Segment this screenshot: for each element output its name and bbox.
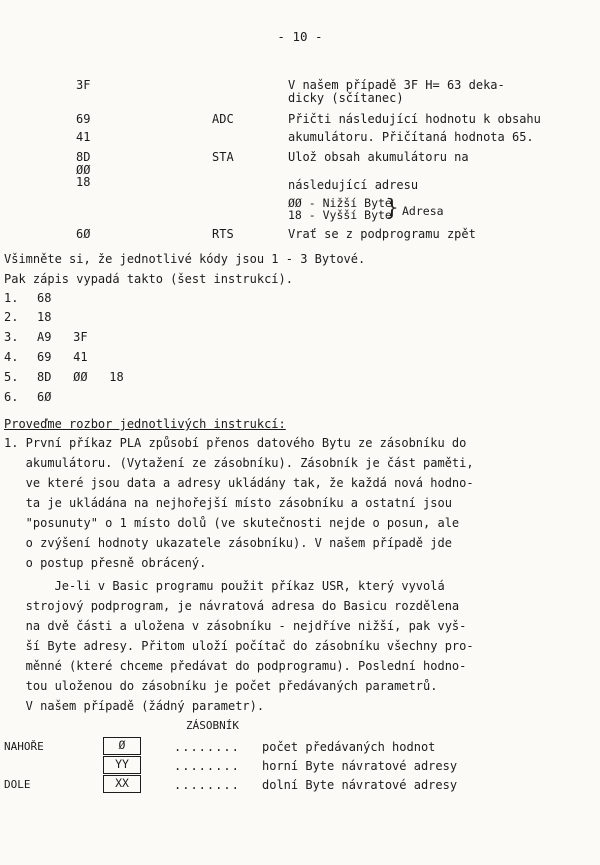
- address-high-note: 18 - Vyšší Byte: [288, 208, 392, 222]
- code-description: akumulátoru. Přičítaná hodnota 65.: [288, 130, 534, 144]
- leader-dots: ........: [174, 759, 240, 773]
- code-description: následující adresu: [288, 178, 419, 192]
- note-line: Pak zápis vypadá takto (šest instrukcí).: [4, 272, 293, 286]
- code-cell: ØØ: [76, 163, 91, 177]
- note-line: Všimněte si, že jednotlivé kódy jsou 1 - 3 Bytové.: [4, 252, 366, 266]
- stack-description: horní Byte návratové adresy: [262, 759, 458, 773]
- section-heading: Proveďme rozbor jednotlivých instrukcí:: [4, 417, 286, 431]
- instruction-number: 5.: [4, 370, 19, 384]
- code-description: Vrať se z podprogramu zpět: [288, 227, 476, 241]
- page-number: - 10 -: [277, 29, 323, 44]
- leader-dots: ........: [174, 740, 240, 754]
- code-description: Přičti následující hodnotu k obsahu: [288, 112, 541, 126]
- paragraph-line: tou uloženou do zásobníku je počet předávaných parametrů.: [4, 679, 438, 693]
- instruction-number: 4.: [4, 350, 19, 364]
- instruction-bytes: 68: [37, 291, 52, 305]
- instruction-number: 1.: [4, 291, 19, 305]
- instruction-number: 3.: [4, 330, 19, 344]
- code-description: dicky (sčítanec): [288, 91, 404, 105]
- paragraph-line: strojový podprogram, je návratová adresa do Basicu rozdělena: [4, 599, 460, 613]
- code-cell: 41: [76, 130, 91, 144]
- paragraph-line: Je-li v Basic programu použit příkaz USR, který vyvolá: [4, 579, 445, 593]
- instruction-bytes: 69 41: [37, 350, 88, 364]
- address-label: Adresa: [402, 204, 444, 218]
- instruction-number: 2.: [4, 310, 19, 324]
- stack-description: počet předávaných hodnot: [262, 740, 436, 754]
- brace-symbol: }: [385, 196, 399, 221]
- code-description: Ulož obsah akumulátoru na: [288, 150, 469, 164]
- stack-bottom-label: DOLE: [4, 778, 31, 791]
- stack-cell: XX: [103, 775, 141, 793]
- stack-title: ZÁSOBNÍK: [186, 719, 239, 732]
- stack-cell: Ø: [103, 737, 141, 755]
- paragraph-line: o zvýšení hodnoty ukazatele zásobníku). V našem případě jde: [4, 536, 452, 550]
- paragraph-line: o postup přesně obrácený.: [4, 556, 207, 570]
- instruction-bytes: A9 3F: [37, 330, 88, 344]
- mnemonic-cell: STA: [212, 150, 234, 164]
- paragraph-line: měnné (které chceme předávat do podprogramu). Poslední hodno-: [4, 659, 467, 673]
- paragraph-line: ší Byte adresy. Přitom uloží počítač do zásobníku všechny pro-: [4, 639, 474, 653]
- stack-description: dolní Byte návratové adresy: [262, 778, 458, 792]
- stack-cell: YY: [103, 756, 141, 774]
- instruction-bytes: 6Ø: [37, 390, 52, 404]
- instruction-bytes: 18: [37, 310, 52, 324]
- paragraph-line: akumulátoru. (Vytažení ze zásobníku). Zásobník je část paměti,: [4, 456, 474, 470]
- stack-top-label: NAHOŘE: [4, 740, 44, 753]
- leader-dots: ........: [174, 778, 240, 792]
- paragraph-line: ta je ukládána na nejhořejší místo zásobníku a ostatní jsou: [4, 496, 452, 510]
- mnemonic-cell: ADC: [212, 112, 234, 126]
- code-cell: 8D: [76, 150, 91, 164]
- code-cell: 6Ø: [76, 227, 91, 241]
- code-cell: 18: [76, 175, 91, 189]
- paragraph-line: "posunuty" o 1 místo dolů (ve skutečnosti nejde o posun, ale: [4, 516, 460, 530]
- address-low-note: ØØ - Nižší Byte: [288, 196, 392, 210]
- paragraph-line: na dvě části a uložena v zásobníku - nejdříve nižší, pak vyš-: [4, 619, 467, 633]
- code-description: V našem případě 3F H= 63 deka-: [288, 78, 505, 92]
- code-cell: 3F: [76, 78, 91, 92]
- paragraph-line: V našem případě (žádný parametr).: [4, 699, 265, 713]
- paragraph-line: ve které jsou data a adresy ukládány tak, že každá nová hodno-: [4, 476, 474, 490]
- mnemonic-cell: RTS: [212, 227, 234, 241]
- code-cell: 69: [76, 112, 91, 126]
- paragraph-line: 1. První příkaz PLA způsobí přenos datového Bytu ze zásobníku do: [4, 436, 467, 450]
- instruction-number: 6.: [4, 390, 19, 404]
- instruction-bytes: 8D ØØ 18: [37, 370, 124, 384]
